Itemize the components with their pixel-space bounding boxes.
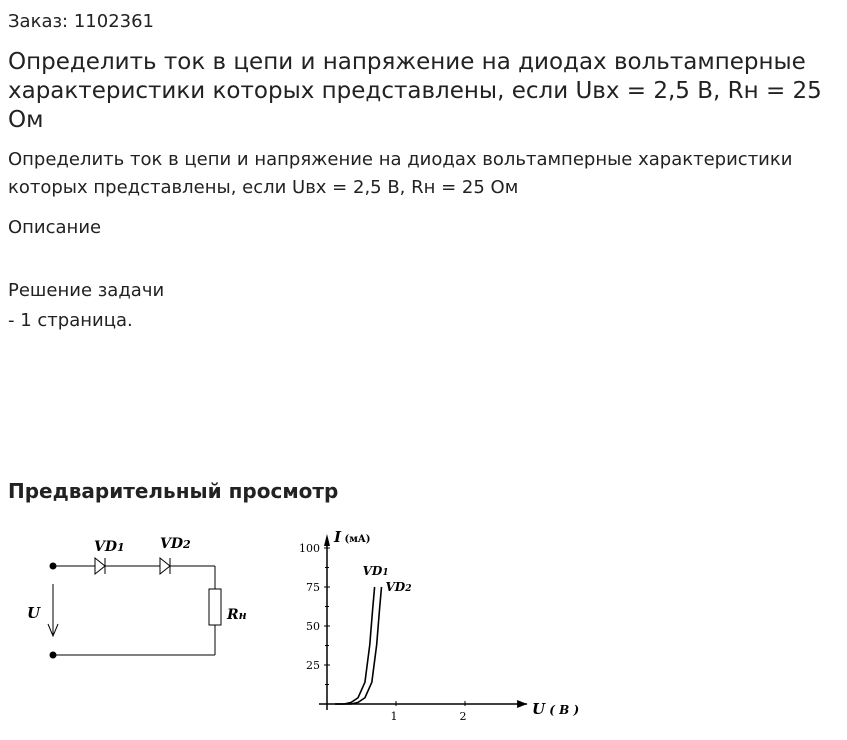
- u-label: U: [27, 604, 41, 622]
- y-axis-arrow: [324, 534, 330, 546]
- vd2-label: VD2: [160, 536, 191, 552]
- y-tick-label: 100: [299, 542, 320, 555]
- circuit-diagram: [48, 558, 221, 658]
- description-text: Определить ток в цепи и напряжение на диодах вольтамперные характеристики которых представлены, если Uвх = 2,5 В, Rн = 25 Ом: [8, 149, 793, 198]
- x-axis-arrow: [517, 700, 527, 708]
- series-label-2: VD2: [385, 580, 412, 594]
- section-heading-description: Описание: [8, 217, 102, 238]
- y-axis-label: I (мA): [334, 528, 371, 546]
- y-tick-label: 50: [306, 620, 320, 633]
- series-label-1: VD1: [362, 564, 389, 578]
- order-number: 1102361: [73, 11, 155, 32]
- diode-vd2: [160, 558, 170, 574]
- preview-heading: Предварительный просмотр: [8, 479, 339, 503]
- rn-label: Rн: [227, 607, 247, 623]
- y-tick-label: 25: [306, 659, 320, 672]
- order-line: [8, 10, 154, 34]
- resistor-rn: [209, 589, 221, 625]
- preview-image: [0, 518, 600, 736]
- series-line-1: [335, 587, 375, 704]
- x-tick-label: 1: [390, 710, 398, 723]
- solution-line-1: Решение задачи: [8, 280, 165, 301]
- solution-line-2: - 1 страница.: [8, 310, 133, 331]
- vd1-label: VD1: [94, 539, 125, 555]
- x-tick-label: 2: [459, 710, 467, 723]
- diode-vd1: [95, 558, 105, 574]
- order-label: Заказ:: [8, 11, 69, 32]
- page-title: Определить ток в цепи и напряжение на диодах вольтамперные характеристики которых представлены, если Uвх = 2,5 В, Rн = 25 Ом: [8, 49, 822, 133]
- iv-chart: [299, 528, 579, 723]
- series-line-2: [335, 587, 382, 704]
- y-tick-label: 75: [306, 581, 320, 594]
- preview-figure: [0, 518, 600, 736]
- x-axis-label: U ( B ): [532, 700, 580, 718]
